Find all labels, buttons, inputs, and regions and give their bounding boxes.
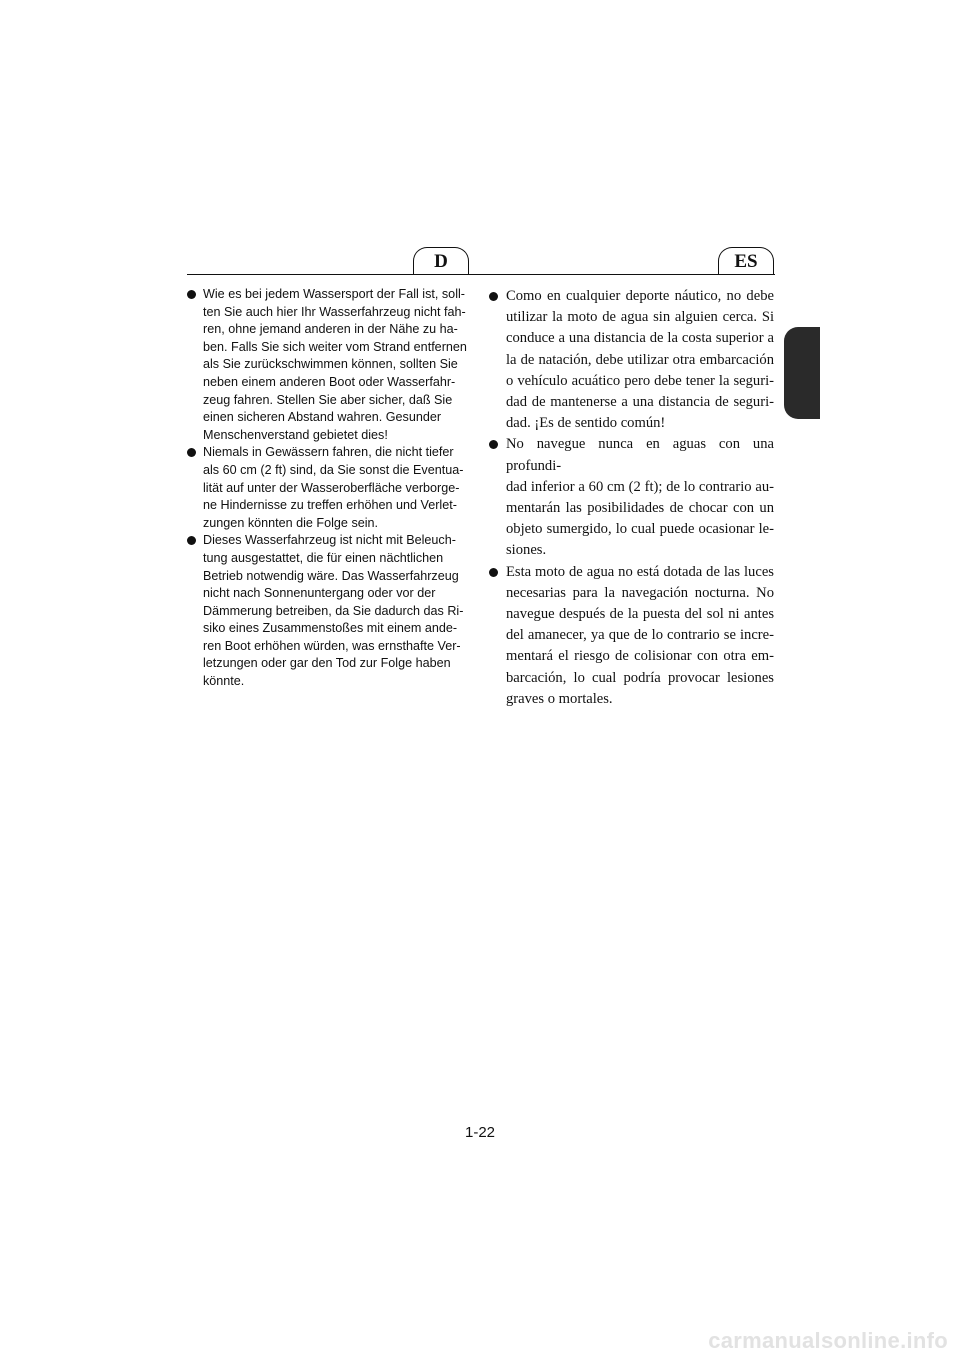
bullet-dot-icon [489,568,498,577]
chapter-thumb-tab [784,327,820,419]
text-line: del amanecer, ya que de lo contrario se incre- [506,627,774,644]
watermark: carmanualsonline.info [708,1328,948,1353]
text-line: ne Hindernisse zu treffen erhöhen und Verlet- [203,498,457,513]
text-line: conduce a una distancia de la costa superior a [506,330,774,347]
text-line: siones. [506,542,547,559]
text-line: siko eines Zusammenstoßes mit einem ande- [203,621,458,636]
text-line: Menschenverstand gebietet dies! [203,427,388,442]
spanish-bullet-item [489,434,774,561]
text-line: ren Boot erhöhen würden, was ernsthafte Ver- [203,638,461,653]
text-line: Dämmerung betreiben, da Sie dadurch das Ri- [203,603,464,618]
text-line: mentarán las posibilidades de chocar con un [506,500,774,517]
text-line: ren, ohne jemand anderen in der Nähe zu ha- [203,322,458,337]
bullet-dot-icon [489,292,498,301]
text-line: barcación, lo cual podría provocar lesiones [506,669,774,686]
text-line: zeug fahren. Stellen Sie aber sicher, daß Sie [203,392,453,407]
text-line: Wie es bei jedem Wassersport der Fall ist, soll- [203,287,465,301]
text-line: als 60 cm (2 ft) sind, da Sie sonst die Eventua- [203,462,464,477]
text-line: tung ausgestattet, die für einen nächtlichen [203,550,444,565]
text-line: dad. ¡Es de sentido común! [506,415,666,432]
text-line: ten Sie auch hier Ihr Wasserfahrzeug nicht fah- [203,304,466,319]
spanish-bullet-item [489,286,774,434]
bullet-dot-icon [187,290,196,299]
text-line: dad inferior a 60 cm (2 ft); de lo contrario au- [506,478,774,495]
language-badge-spanish: ES [718,247,774,275]
bullet-dot-icon [489,440,498,449]
text-line: No navegue nunca en aguas con una profundi- [506,436,774,474]
text-line: zungen könnten die Folge sein. [203,515,379,530]
bullet-dot-icon [187,448,196,457]
text-line: Dieses Wasserfahrzeug ist nicht mit Beleuch- [203,533,456,548]
spanish-bullet-item [489,562,774,710]
text-line: navegue después de la puesta del sol ni antes [506,606,774,623]
text-line: dad de mantenerse a una distancia de seguri- [506,394,774,411]
text-line: utilizar la moto de agua sin alguien cerca. Si [506,309,774,326]
text-line: Betrieb notwendig wäre. Das Wasserfahrzeug [203,568,459,583]
text-line: neben einem anderen Boot oder Wasserfahr- [203,374,456,389]
german-bullet-item [187,532,467,690]
text-line: lität auf unter der Wasseroberfläche verborge- [203,480,460,495]
header-rule [187,274,775,275]
text-line: o vehículo acuático pero debe tener la seguri- [506,372,774,389]
text-line: Niemals in Gewässern fahren, die nicht tiefer [203,445,454,460]
text-line: einen sicheren Abstand wahren. Gesunder [203,410,442,425]
german-bullet-item [187,444,467,532]
page-number: 1-22 [464,1124,496,1141]
text-line: la de natación, debe utilizar otra embarcación [506,351,774,368]
text-line: letzungen oder gar den Tod zur Folge haben [203,656,451,671]
text-line: als Sie zurückschwimmen können, sollten Sie [203,357,458,372]
bullet-dot-icon [187,536,196,545]
language-badge-german: D [413,247,469,275]
text-line: mentará el riesgo de colisionar con otra em- [506,648,774,665]
text-line: ben. Falls Sie sich weiter vom Strand entfernen [203,339,467,354]
text-line: graves o mortales. [506,690,613,707]
text-line: Esta moto de agua no está dotada de las luces [506,563,774,580]
text-line: könnte. [203,674,245,689]
german-bullet-item [187,286,467,444]
text-line: Como en cualquier deporte náutico, no debe [506,288,774,304]
german-column [187,286,467,691]
spanish-column [489,286,774,710]
text-line: nicht nach Sonnenuntergang oder vor der [203,586,436,601]
text-line: necesarias para la navegación nocturna. No [506,584,774,601]
text-line: objeto sumergido, lo cual puede ocasionar le- [506,521,774,538]
